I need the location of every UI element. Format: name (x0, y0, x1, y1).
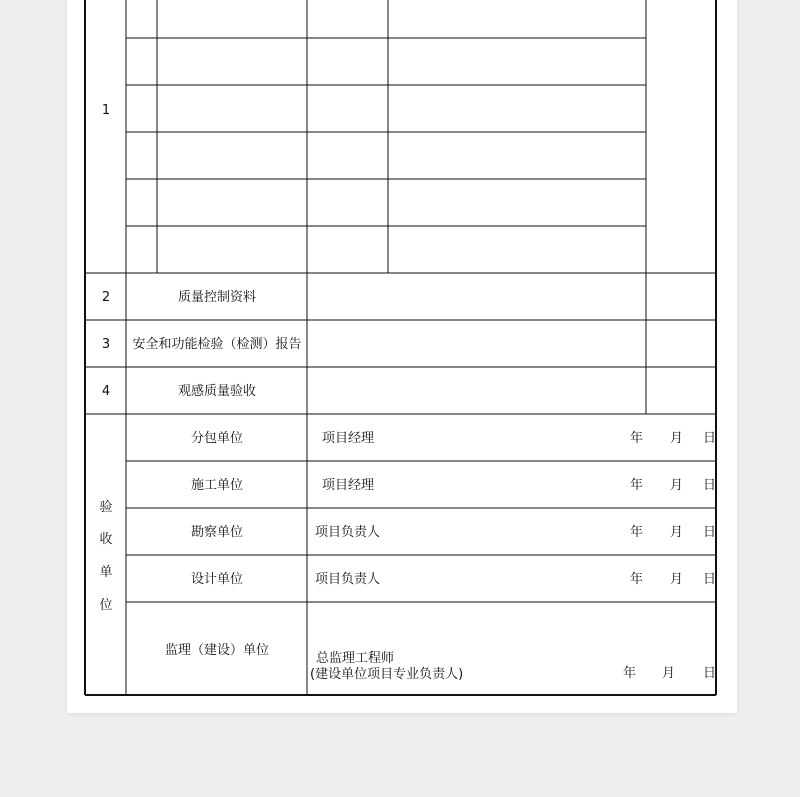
date-year: 年 (630, 431, 644, 446)
side-label-char: 收 (99, 532, 113, 547)
date-day: 日 (703, 572, 717, 587)
date-day: 日 (703, 525, 717, 540)
supervision-role-line1: 总监理工程师 (316, 651, 395, 666)
date-year: 年 (630, 478, 644, 493)
row-number-2: 2 (101, 290, 111, 305)
unit-role: 项目经理 (322, 431, 375, 446)
date-day: 日 (703, 478, 717, 493)
appearance-quality-label: 观感质量验收 (177, 384, 257, 399)
unit-role: 项目经理 (322, 478, 375, 493)
safety-function-report-label: 安全和功能检验（检测）报告 (132, 337, 302, 352)
date-month: 月 (662, 666, 676, 681)
date-month: 月 (670, 525, 684, 540)
unit-name-design: 设计单位 (190, 572, 244, 587)
supervision-role-line2: (建设单位项目专业负责人) (310, 667, 464, 682)
row-number-4: 4 (101, 384, 111, 399)
date-year: 年 (630, 525, 644, 540)
date-year: 年 (623, 666, 637, 681)
date-day: 日 (703, 666, 717, 681)
unit-name-construction: 施工单位 (190, 478, 244, 493)
side-label-char: 验 (99, 500, 113, 515)
date-month: 月 (670, 572, 684, 587)
side-label-char: 位 (99, 598, 113, 613)
date-month: 月 (670, 431, 684, 446)
date-day: 日 (703, 431, 717, 446)
unit-role: 项目负责人 (315, 572, 381, 587)
unit-name-subcontractor: 分包单位 (190, 431, 244, 446)
unit-name-supervision: 监理（建设）单位 (164, 643, 270, 658)
quality-control-label: 质量控制资料 (177, 290, 257, 305)
date-month: 月 (670, 478, 684, 493)
date-year: 年 (630, 572, 644, 587)
unit-role: 项目负责人 (315, 525, 381, 540)
row-number-1: 1 (101, 103, 111, 118)
row-number-3: 3 (101, 337, 111, 352)
side-label-char: 单 (99, 565, 113, 580)
unit-name-survey: 勘察单位 (190, 525, 244, 540)
